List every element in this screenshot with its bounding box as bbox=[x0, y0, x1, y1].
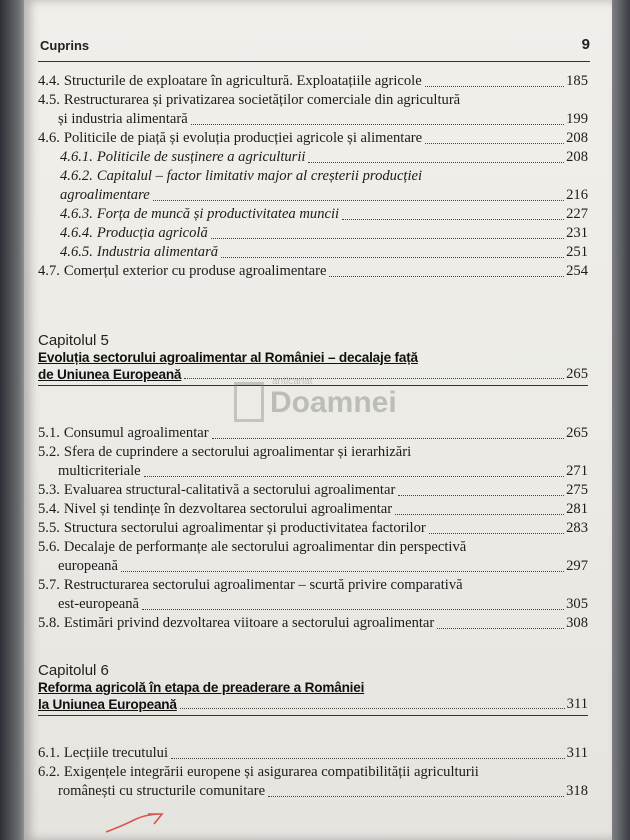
toc-entry-page: 308 bbox=[566, 615, 588, 631]
toc-section-4 bbox=[38, 72, 588, 281]
dot-leader bbox=[437, 628, 564, 629]
toc-entry-number: 5.7. bbox=[38, 577, 60, 593]
toc-entry-text: Capitalul – factor limitativ major al creșterii producției bbox=[96, 168, 423, 184]
dot-leader bbox=[425, 86, 564, 87]
toc-entry bbox=[38, 148, 588, 167]
chapter-6-label: Capitolul 6 bbox=[38, 662, 109, 679]
toc-entry bbox=[38, 481, 588, 500]
toc-entry bbox=[38, 91, 588, 129]
toc-entry-text: Politicile de susținere a agriculturii bbox=[96, 149, 306, 165]
toc-entry-page: 199 bbox=[566, 111, 588, 127]
chapter-6-title-line-1: Reforma agricolă în etapa de preaderare a României bbox=[38, 680, 365, 695]
toc-entry-page: 318 bbox=[566, 783, 588, 799]
toc-entry-number: 4.6.5. bbox=[60, 244, 93, 260]
toc-entry-number: 5.8. bbox=[38, 615, 60, 631]
toc-entry-page: 251 bbox=[566, 244, 588, 260]
toc-entry-page: 185 bbox=[566, 73, 588, 89]
toc-entry-page: 281 bbox=[566, 501, 588, 517]
document-page bbox=[24, 0, 612, 840]
dot-leader bbox=[329, 276, 564, 277]
dot-leader bbox=[142, 609, 564, 610]
running-head-page-number: 9 bbox=[581, 36, 590, 53]
dot-leader bbox=[212, 438, 565, 439]
toc-entry bbox=[38, 614, 588, 633]
chapter-6-title-line-2: la Uniunea Europeană bbox=[38, 697, 177, 712]
watermark-box-icon bbox=[234, 382, 264, 422]
toc-entry-number: 4.7. bbox=[38, 263, 60, 279]
toc-entry-page: 208 bbox=[566, 130, 588, 146]
toc-entry-number: 4.6.4. bbox=[60, 225, 93, 241]
toc-entry-page: 254 bbox=[566, 263, 588, 279]
toc-entry-text: Producția agricolă bbox=[96, 225, 208, 241]
toc-entry bbox=[38, 224, 588, 243]
toc-entry-text: est-europeană bbox=[58, 596, 140, 612]
toc-entry-number: 5.1. bbox=[38, 425, 60, 441]
chapter-5-page: 265 bbox=[566, 366, 588, 382]
toc-entry-page: 216 bbox=[566, 187, 588, 203]
toc-entry-number: 4.6.2. bbox=[60, 168, 93, 184]
toc-entry-text: Industria alimentară bbox=[96, 244, 219, 260]
dot-leader bbox=[268, 796, 564, 797]
chapter-6-rule bbox=[38, 715, 588, 716]
running-head bbox=[38, 34, 590, 62]
toc-entry bbox=[38, 744, 588, 763]
toc-entry-number: 4.6.1. bbox=[60, 149, 93, 165]
dot-leader bbox=[398, 495, 564, 496]
chapter-5-label: Capitolul 5 bbox=[38, 332, 109, 349]
toc-entry bbox=[38, 500, 588, 519]
toc-entry-page: 271 bbox=[566, 463, 588, 479]
dot-leader bbox=[153, 200, 564, 201]
pen-scribble-icon bbox=[104, 812, 164, 836]
toc-entry-number: 5.4. bbox=[38, 501, 60, 517]
dot-leader bbox=[191, 124, 564, 125]
toc-entry-page: 283 bbox=[566, 520, 588, 536]
toc-entry-text: Consumul agroalimentar bbox=[63, 425, 209, 441]
toc-entry-page: 305 bbox=[566, 596, 588, 612]
toc-entry-number: 4.6. bbox=[38, 130, 60, 146]
toc-entry-text: românești cu structurile comunitare bbox=[58, 783, 266, 799]
toc-entry bbox=[38, 538, 588, 576]
watermark-small-text: anticariat bbox=[272, 376, 313, 387]
dot-leader bbox=[395, 514, 564, 515]
dot-leader bbox=[425, 143, 564, 144]
toc-entry-text: și industria alimentară bbox=[58, 111, 188, 127]
toc-entry-text: Lecțiile trecutului bbox=[63, 745, 169, 761]
toc-entry-page: 231 bbox=[566, 225, 588, 241]
toc-entry bbox=[38, 72, 588, 91]
toc-entry-number: 5.6. bbox=[38, 539, 60, 555]
toc-entry bbox=[38, 262, 588, 281]
chapter-6-heading bbox=[38, 662, 588, 716]
dot-leader bbox=[211, 238, 564, 239]
toc-entry-number: 4.5. bbox=[38, 92, 60, 108]
chapter-5-title-line-1: Evoluția sectorului agroalimentar al României – decalaje față bbox=[38, 350, 418, 365]
dot-leader bbox=[180, 708, 565, 709]
toc-entry-number: 5.5. bbox=[38, 520, 60, 536]
dot-leader bbox=[342, 219, 564, 220]
toc-entry-number: 4.4. bbox=[38, 73, 60, 89]
toc-entry-text: multicriteriale bbox=[58, 463, 141, 479]
toc-entry bbox=[38, 129, 588, 148]
dot-leader bbox=[429, 533, 564, 534]
toc-entry bbox=[38, 763, 588, 801]
toc-entry-text: Restructurarea sectorului agroalimentar – scurtă privire comparativă bbox=[63, 577, 463, 593]
toc-entry-text: Comerțul exterior cu produse agroalimentare bbox=[63, 263, 327, 279]
toc-entry bbox=[38, 243, 588, 262]
toc-entry-text: Structurile de exploatare în agricultură. Exploatațiile agricole bbox=[63, 73, 422, 89]
toc-entry-text: Evaluarea structural-calitativă a sectorului agroalimentar bbox=[63, 482, 396, 498]
toc-entry-number: 6.1. bbox=[38, 745, 60, 761]
toc-entry-text: Restructurarea și privatizarea societăților comerciale din agricultură bbox=[63, 92, 461, 108]
toc-entry-page: 227 bbox=[566, 206, 588, 222]
toc-entry bbox=[38, 443, 588, 481]
toc-entry bbox=[38, 167, 588, 205]
dot-leader bbox=[171, 758, 565, 759]
toc-entry-page: 311 bbox=[566, 745, 588, 761]
toc-section-5 bbox=[38, 424, 588, 633]
running-head-title: Cuprins bbox=[40, 38, 90, 53]
toc-entry-text: Estimări privind dezvoltarea viitoare a sectorului agroalimentar bbox=[63, 615, 435, 631]
toc-entry-text: Structura sectorului agroalimentar și productivitatea factorilor bbox=[63, 520, 426, 536]
dot-leader bbox=[221, 257, 564, 258]
dot-leader bbox=[308, 162, 564, 163]
toc-entry-number: 5.2. bbox=[38, 444, 60, 460]
toc-entry-text: Forța de muncă și productivitatea muncii bbox=[96, 206, 340, 222]
toc-entry bbox=[38, 519, 588, 538]
toc-entry-text: Politicile de piață și evoluția producției agricole și alimentare bbox=[63, 130, 423, 146]
toc-entry bbox=[38, 205, 588, 224]
watermark-big-text: Doamnei bbox=[270, 386, 397, 419]
toc-entry-text: Nivel și tendințe în dezvoltarea sectorului agroalimentar bbox=[63, 501, 393, 517]
toc-entry-number: 4.6.3. bbox=[60, 206, 93, 222]
toc-entry-page: 275 bbox=[566, 482, 588, 498]
toc-entry-page: 297 bbox=[566, 558, 588, 574]
toc-entry-page: 265 bbox=[566, 425, 588, 441]
right-page-edge bbox=[612, 0, 630, 840]
dot-leader bbox=[144, 476, 564, 477]
toc-section-6 bbox=[38, 744, 588, 801]
toc-entry-text: europeană bbox=[58, 558, 118, 574]
toc-entry bbox=[38, 576, 588, 614]
toc-entry-text: Sfera de cuprindere a sectorului agroalimentar și ierarhizări bbox=[63, 444, 412, 460]
toc-entry-text: Exigențele integrării europene și asigurarea compatibilității agriculturii bbox=[63, 764, 479, 780]
toc-entry-page: 208 bbox=[566, 149, 588, 165]
chapter-5-title-line-2: de Uniunea Europeană bbox=[38, 367, 182, 382]
toc-entry-text: Decalaje de performanțe ale sectorului agroalimentar din perspectivă bbox=[63, 539, 467, 555]
dot-leader bbox=[121, 571, 564, 572]
toc-entry-text: agroalimentare bbox=[60, 187, 150, 203]
toc-entry-number: 5.3. bbox=[38, 482, 60, 498]
chapter-6-page: 311 bbox=[566, 696, 588, 712]
watermark-logo bbox=[234, 376, 414, 428]
toc-entry-number: 6.2. bbox=[38, 764, 60, 780]
